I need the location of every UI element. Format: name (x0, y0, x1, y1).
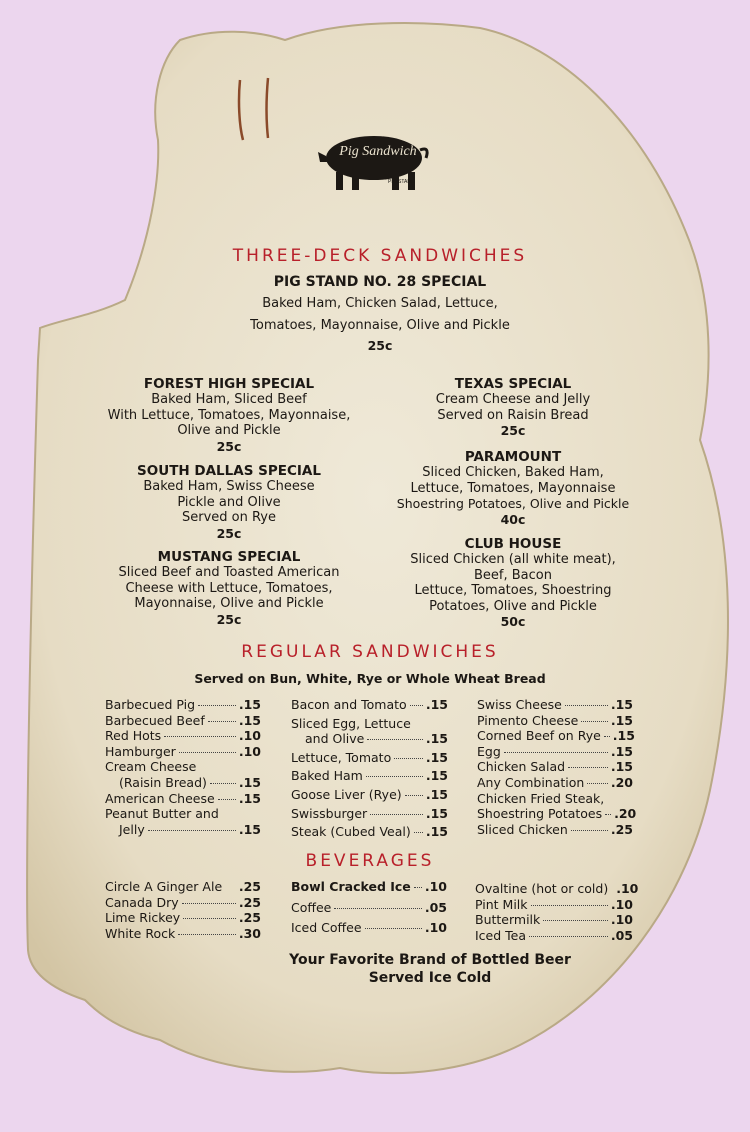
three-deck-heading: THREE-DECK SANDWICHES (232, 246, 528, 266)
item-price: .15 (610, 743, 633, 759)
item-price: .15 (610, 712, 633, 728)
item-label: Canada Dry (105, 894, 179, 910)
menu-item (475, 928, 633, 944)
logo-text: Pig Sandwich (339, 144, 417, 159)
item-price: .15 (238, 774, 261, 790)
regular-column-1 (105, 697, 261, 837)
item-price: .15 (425, 786, 448, 802)
item-price: .15 (425, 824, 448, 840)
item-price: .25 (238, 910, 261, 926)
menu-item (105, 806, 261, 822)
menu-item (105, 759, 261, 775)
beer-note-line-1: Your Favorite Brand of Bottled Beer (289, 952, 571, 968)
item-price: .20 (614, 806, 637, 822)
item-price: .10 (238, 728, 261, 744)
leader-dots (504, 752, 608, 753)
beer-note-line-2: Served Ice Cold (368, 970, 492, 986)
leader-dots (568, 767, 608, 768)
forest-high-price: 25c (216, 438, 242, 454)
leader-dots (565, 705, 608, 706)
forest-high-special (88, 376, 370, 454)
paramount-price: 40c (500, 511, 526, 527)
item-label: Goose Liver (Rye) (291, 786, 402, 802)
leader-dots (531, 905, 608, 906)
item-price: .05 (424, 899, 447, 915)
mustang-name: MUSTANG SPECIAL (157, 549, 301, 565)
leader-dots (394, 758, 423, 759)
menu-item (105, 697, 261, 713)
menu-item (105, 728, 261, 744)
item-label: Lettuce, Tomato (291, 749, 392, 765)
leader-dots (581, 721, 608, 722)
item-price: .10 (424, 879, 447, 894)
item-label: Bacon and Tomato (291, 697, 407, 712)
south-dallas-line: Baked Ham, Swiss Cheese (143, 479, 315, 494)
texas-line: Served on Raisin Bread (437, 407, 589, 423)
item-price: .10 (238, 743, 261, 759)
item-label: Lime Rickey (105, 910, 181, 926)
item-label: Coffee (291, 899, 332, 915)
leader-dots (210, 783, 236, 784)
item-price: .15 (425, 749, 448, 765)
menu-item (105, 713, 261, 729)
item-label: Peanut Butter and (105, 806, 219, 822)
item-label: Corned Beef on Rye (477, 728, 601, 744)
forest-high-line: With Lettuce, Tomatoes, Mayonnaise, (107, 407, 351, 423)
menu-item (105, 775, 261, 791)
leader-dots (370, 814, 423, 815)
leader-dots (414, 832, 423, 833)
menu-item (105, 926, 261, 942)
item-label: Baked Ham (291, 768, 363, 784)
item-price: .30 (238, 925, 261, 941)
item-label: American Cheese (105, 790, 215, 806)
menu-item (475, 912, 633, 928)
menu-item (291, 900, 447, 916)
menu-item (291, 768, 448, 784)
item-label: Swissburger (291, 805, 368, 821)
item-price: .10 (616, 881, 639, 896)
menu-item (477, 713, 633, 729)
item-label: Chicken Fried Steak, (477, 790, 605, 806)
club-house-line: Potatoes, Olive and Pickle (429, 598, 597, 614)
item-price: .15 (238, 712, 261, 728)
leader-dots (179, 752, 236, 753)
item-price: .15 (425, 731, 448, 747)
menu-item (477, 728, 633, 744)
paramount-line: Shoestring Potatoes, Olive and Pickle (396, 496, 630, 511)
logo-tiny-text: PIG STAND (388, 179, 415, 185)
leader-dots (183, 918, 236, 919)
item-price: .10 (610, 912, 633, 928)
south-dallas-name: SOUTH DALLAS SPECIAL (137, 463, 321, 479)
mustang-line: Sliced Beef and Toasted American (118, 565, 340, 580)
leader-dots (208, 721, 236, 722)
paramount-name: PARAMOUNT (464, 449, 562, 465)
texas-name: TEXAS SPECIAL (454, 376, 572, 392)
item-price: .15 (238, 821, 261, 837)
leader-dots (148, 830, 236, 831)
item-label: Bowl Cracked Ice (291, 879, 411, 894)
beverages-column-3 (475, 881, 639, 943)
item-price: .25 (238, 894, 261, 910)
menu-item (475, 881, 639, 897)
menu-item (477, 697, 633, 713)
club-house-name: CLUB HOUSE (464, 536, 562, 552)
mustang-special (88, 549, 370, 627)
mustang-line: Mayonnaise, Olive and Pickle (134, 596, 324, 611)
menu-item (105, 744, 261, 760)
featured-special (180, 272, 580, 355)
item-price: .25 (238, 879, 261, 894)
featured-desc-1: Baked Ham, Chicken Salad, Lettuce, (262, 296, 498, 311)
menu-item (291, 806, 448, 822)
beverages-column-2 (291, 879, 447, 936)
leader-dots (164, 736, 236, 737)
item-price: .10 (424, 920, 447, 936)
item-label: Sliced Egg, Lettuce (291, 715, 411, 731)
paramount-line: Lettuce, Tomatoes, Mayonnaise (410, 480, 616, 496)
mustang-price: 25c (216, 611, 242, 627)
item-label: Cream Cheese (105, 759, 197, 775)
mustang-line: Cheese with Lettuce, Tomatoes, (125, 580, 333, 596)
item-label: Iced Tea (475, 927, 527, 943)
texas-line: Cream Cheese and Jelly (435, 392, 591, 407)
menu-item (291, 824, 448, 840)
item-label: Shoestring Potatoes (477, 806, 603, 822)
regular-heading: REGULAR SANDWICHES (241, 642, 499, 662)
leader-dots (405, 795, 423, 796)
leader-dots (529, 936, 608, 937)
item-label: Circle A Ginger Ale (105, 879, 223, 894)
item-price: .05 (610, 927, 633, 943)
club-house-price: 50c (500, 614, 526, 629)
menu-item (477, 775, 633, 791)
texas-price: 25c (500, 423, 526, 438)
item-label: Chicken Salad (477, 759, 566, 775)
menu-item (291, 716, 448, 732)
regular-column-2 (291, 697, 448, 840)
item-price: .15 (610, 697, 633, 712)
menu-item (105, 879, 261, 895)
club-house-line: Sliced Chicken (all white meat), (410, 552, 616, 567)
menu-item (291, 697, 448, 713)
menu-item (105, 910, 261, 926)
item-price: .15 (425, 697, 448, 712)
item-label: Swiss Cheese (477, 697, 562, 712)
item-label: Hamburger (105, 743, 176, 759)
item-label: Steak (Cubed Veal) (291, 824, 411, 840)
item-price: .10 (610, 896, 633, 912)
club-house-line: Lettuce, Tomatoes, Shoestring (414, 583, 612, 598)
menu-item (477, 744, 633, 760)
menu-item (105, 791, 261, 807)
menu-item (291, 750, 448, 766)
regular-subheading: Served on Bun, White, Rye or Whole Wheat Bread (194, 671, 546, 686)
south-dallas-price: 25c (216, 525, 242, 541)
club-house-line: Beef, Bacon (474, 567, 552, 583)
leader-dots (178, 934, 236, 935)
leader-dots (334, 908, 421, 909)
item-label: Iced Coffee (291, 920, 362, 936)
forest-high-name: FOREST HIGH SPECIAL (143, 376, 315, 392)
leader-dots (414, 887, 422, 888)
menu-item (475, 897, 633, 913)
menu-item (477, 791, 633, 807)
item-price: .15 (612, 728, 635, 744)
beverages-heading: BEVERAGES (305, 851, 435, 871)
item-label: Barbecued Beef (105, 712, 205, 728)
featured-name: PIG STAND NO. 28 SPECIAL (273, 274, 487, 290)
item-label: Buttermilk (475, 912, 541, 928)
pig-icon (314, 128, 432, 198)
menu-item (291, 879, 447, 895)
paramount-special (382, 449, 644, 527)
item-label: Ovaltine (hot or cold) (475, 881, 609, 896)
leader-dots (587, 783, 608, 784)
item-label: Red Hots (105, 728, 162, 744)
leader-dots (605, 814, 611, 815)
item-label: White Rock (105, 925, 176, 941)
item-label: Pint Milk (475, 896, 528, 912)
item-label: Egg (477, 743, 501, 759)
paramount-line: Sliced Chicken, Baked Ham, (422, 465, 604, 480)
menu-item (477, 806, 637, 822)
leader-dots (365, 928, 422, 929)
forest-high-line: Olive and Pickle (177, 423, 281, 438)
leader-dots (367, 739, 422, 740)
menu-item (477, 822, 633, 838)
item-price: .15 (238, 697, 261, 712)
leader-dots (366, 776, 423, 777)
south-dallas-line: Served on Rye (181, 510, 276, 525)
item-label: Sliced Chicken (477, 821, 568, 837)
item-label: Pimento Cheese (477, 712, 579, 728)
forest-high-line: Baked Ham, Sliced Beef (151, 392, 307, 407)
item-price: .15 (425, 768, 448, 784)
leader-dots (410, 705, 423, 706)
menu-item (105, 822, 261, 838)
item-label: and Olive (305, 731, 365, 747)
leader-dots (543, 920, 608, 921)
item-label: Barbecued Pig (105, 697, 196, 712)
menu-item (291, 787, 448, 803)
menu-item (477, 759, 633, 775)
item-label: Any Combination (477, 774, 585, 790)
club-house-special (382, 536, 644, 629)
leader-dots (604, 736, 610, 737)
texas-special (382, 376, 644, 438)
item-price: .15 (238, 790, 261, 806)
item-label: Jelly (119, 821, 145, 837)
item-price: .20 (610, 774, 633, 790)
south-dallas-line: Pickle and Olive (177, 494, 281, 510)
menu-item (291, 731, 448, 747)
featured-desc-2: Tomatoes, Mayonnaise, Olive and Pickle (250, 318, 510, 333)
item-label: (Raisin Bread) (119, 774, 207, 790)
leader-dots (182, 903, 236, 904)
featured-price: 25c (367, 338, 393, 353)
leader-dots (571, 830, 608, 831)
menu-item (291, 920, 447, 936)
leader-dots (198, 705, 236, 706)
item-price: .25 (610, 821, 633, 837)
item-price: .15 (425, 805, 448, 821)
regular-column-3 (477, 697, 637, 837)
leader-dots (218, 799, 236, 800)
pig-logo (314, 128, 432, 198)
beverages-column-1 (105, 879, 261, 941)
menu-item (105, 895, 261, 911)
item-price: .15 (610, 759, 633, 775)
south-dallas-special (88, 463, 370, 541)
